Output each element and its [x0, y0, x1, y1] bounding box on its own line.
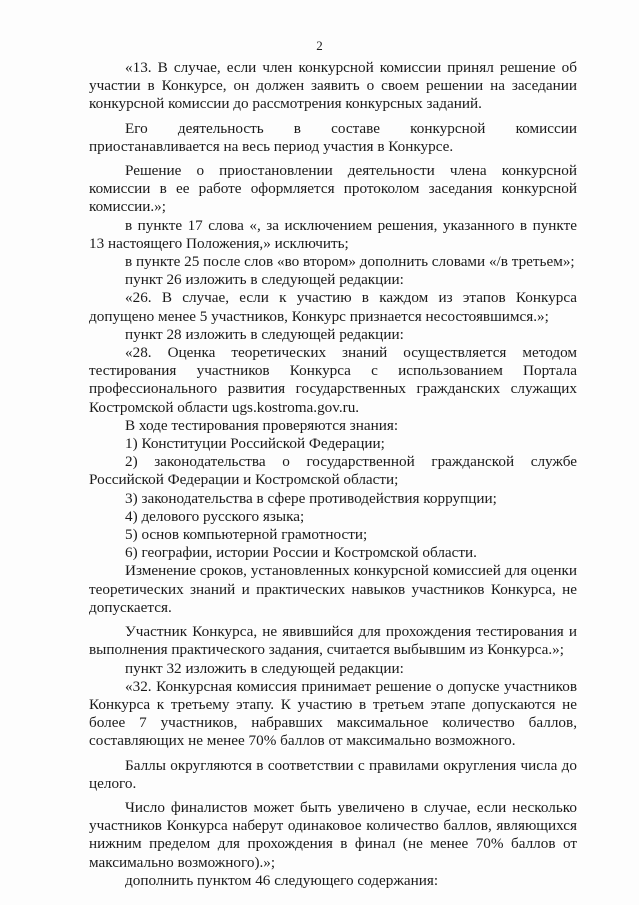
list-item-6: 6) географии, истории России и Костромской области.	[125, 544, 477, 562]
paragraph-item-28: «28. Оценка теоретических знаний осуществляется методом тестирования участников Конкурса с использованием Портала профессионального развития государственных гражданских служащих Костромской области ugs.kostroma.gov.ru.	[89, 344, 577, 416]
paragraph-item-13-decision: Решение о приостановлении деятельности члена конкурсной комиссии в ее работе оформляется протоколом заседания конкурсной комиссии.»;	[89, 162, 577, 216]
paragraph-item-13: «13. В случае, если член конкурсной комиссии принял решение об участии в Конкурсе, он должен заявить о своем решении на заседании конкурсной комиссии до рассмотрения конкурсных заданий.	[89, 59, 577, 113]
paragraph-amend-28-intro: пункт 28 изложить в следующей редакции:	[125, 325, 404, 343]
paragraph-rounding: Баллы округляются в соответствии с правилами округления числа до целого.	[89, 756, 577, 792]
paragraph-item-26: «26. В случае, если к участию в каждом из этапов Конкурса допущено менее 5 участников, Конкурс признается несостоявшимся.»;	[89, 289, 577, 325]
document-body	[89, 59, 577, 890]
list-item-5: 5) основ компьютерной грамотности;	[125, 526, 368, 544]
paragraph-finalists: Число финалистов может быть увеличено в случае, если несколько участников Конкурса наберут одинаковое количество баллов, являющихся нижним пределом для прохождения в финал (не менее 70% баллов от максимально возможного).»;	[89, 798, 577, 871]
list-item-1: 1) Конституции Российской Федерации;	[125, 435, 385, 453]
paragraph-item-32: «32. Конкурсная комиссия принимает решение о допуске участников Конкурса к третьему этапу. К участию в третьем этапе допускаются не более 7 участников, набравших максимальное количество баллов, составляющих не менее 70% баллов от максимально возможного.	[89, 677, 577, 750]
paragraph-deadlines: Изменение сроков, установленных конкурсной комиссией для оценки теоретических знаний и практических навыков участников Конкурса, не допускается.	[89, 562, 577, 616]
paragraph-amend-25: в пункте 25 после слов «во втором» дополнить словами «/в третьем»;	[125, 253, 575, 271]
list-item-3: 3) законодательства в сфере противодействия коррупции;	[125, 489, 497, 507]
paragraph-knowledge-intro: В ходе тестирования проверяются знания:	[125, 416, 399, 434]
paragraph-amend-17: в пункте 17 слова «, за исключением решения, указанного в пункте 13 настоящего Положения,» исключить;	[89, 216, 577, 252]
paragraph-absent-participant: Участник Конкурса, не явившийся для прохождения тестирования и выполнения практического задания, считается выбывшим из Конкурса.»;	[89, 623, 577, 659]
paragraph-amend-26-intro: пункт 26 изложить в следующей редакции:	[125, 271, 404, 289]
paragraph-amend-32-intro: пункт 32 изложить в следующей редакции:	[125, 659, 404, 677]
paragraph-add-46: дополнить пунктом 46 следующего содержания:	[125, 871, 439, 889]
page-number: 2	[316, 38, 323, 53]
list-item-4: 4) делового русского языка;	[125, 507, 305, 525]
list-item-2: 2) законодательства о государственной гражданской службе Российской Федерации и Костромской области;	[89, 453, 577, 489]
paragraph-item-13-suspension: Его деятельность в составе конкурсной комиссии приостанавливается на весь период участия в Конкурсе.	[89, 119, 577, 155]
